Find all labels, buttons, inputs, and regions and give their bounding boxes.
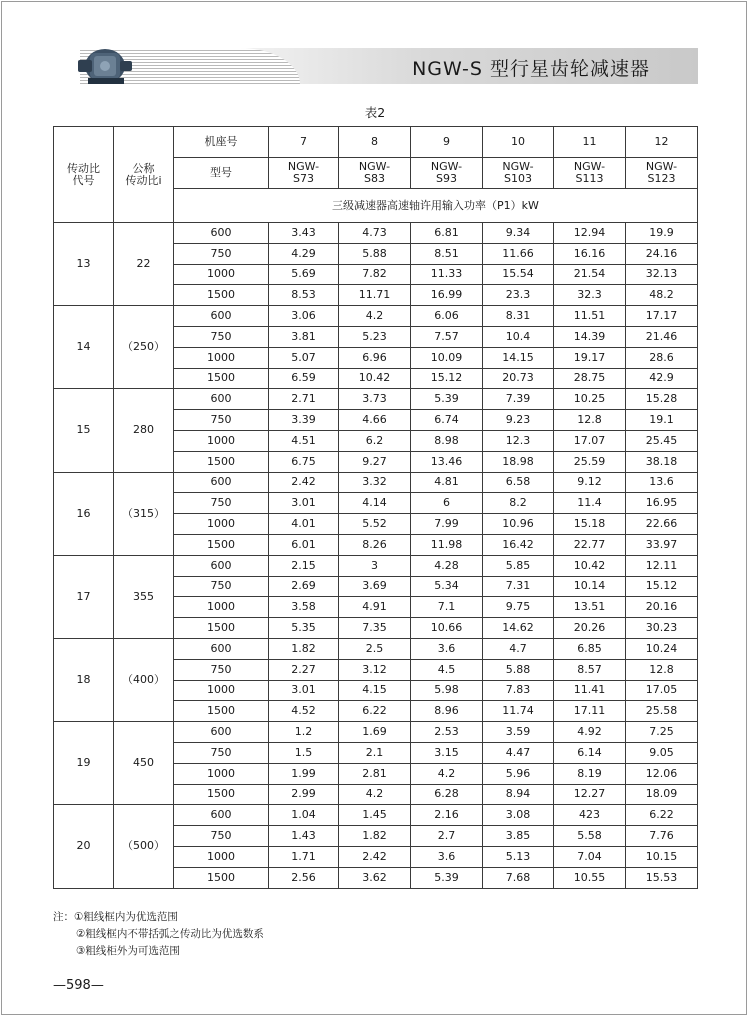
model-name: NGW- S123 (626, 158, 698, 189)
input-speed-cell: 1500 (174, 368, 269, 389)
input-speed-cell: 750 (174, 576, 269, 597)
power-value-cell: 32.13 (626, 264, 698, 285)
power-value-cell: 4.15 (339, 680, 411, 701)
power-value-cell: 6.81 (411, 223, 483, 244)
power-value-cell: 1.82 (269, 638, 339, 659)
power-value-cell: 7.39 (483, 389, 554, 410)
power-value-cell: 14.15 (483, 347, 554, 368)
power-value-cell: 3.85 (483, 826, 554, 847)
power-value-cell: 42.9 (626, 368, 698, 389)
power-value-cell: 12.8 (626, 659, 698, 680)
power-value-cell: 9.27 (339, 451, 411, 472)
model-name: NGW- S83 (339, 158, 411, 189)
power-value-cell: 2.81 (339, 763, 411, 784)
power-value-cell: 7.83 (483, 680, 554, 701)
ratio-code-cell: 19 (54, 722, 114, 805)
model-name: NGW- S103 (483, 158, 554, 189)
input-speed-cell: 1500 (174, 784, 269, 805)
power-value-cell: 423 (554, 805, 626, 826)
power-value-cell: 5.69 (269, 264, 339, 285)
power-value-cell: 13.51 (554, 597, 626, 618)
power-value-cell: 6.01 (269, 534, 339, 555)
power-value-cell: 28.6 (626, 347, 698, 368)
power-value-cell: 18.98 (483, 451, 554, 472)
input-speed-cell: 1500 (174, 285, 269, 306)
input-speed-cell: 1000 (174, 430, 269, 451)
power-value-cell: 7.1 (411, 597, 483, 618)
nominal-ratio-cell: （500） (114, 805, 174, 888)
power-value-cell: 24.16 (626, 243, 698, 264)
power-value-cell: 4.81 (411, 472, 483, 493)
power-value-cell: 4.01 (269, 514, 339, 535)
power-value-cell: 4.2 (411, 763, 483, 784)
power-value-cell: 8.31 (483, 306, 554, 327)
input-speed-cell: 1000 (174, 680, 269, 701)
power-value-cell: 5.58 (554, 826, 626, 847)
input-speed-cell: 1000 (174, 763, 269, 784)
power-value-cell: 3.58 (269, 597, 339, 618)
power-value-cell: 22.66 (626, 514, 698, 535)
power-value-cell: 7.25 (626, 722, 698, 743)
power-value-cell: 1.04 (269, 805, 339, 826)
power-value-cell: 7.35 (339, 618, 411, 639)
nominal-ratio-cell: 450 (114, 722, 174, 805)
power-value-cell: 12.06 (626, 763, 698, 784)
power-value-cell: 15.53 (626, 867, 698, 888)
power-value-cell: 12.3 (483, 430, 554, 451)
power-value-cell: 5.35 (269, 618, 339, 639)
input-speed-cell: 750 (174, 326, 269, 347)
frame-number: 12 (626, 127, 698, 158)
power-value-cell: 6 (411, 493, 483, 514)
power-value-cell: 38.18 (626, 451, 698, 472)
input-speed-cell: 600 (174, 722, 269, 743)
page-title: NGW-S 型行星齿轮减速器 (412, 58, 650, 80)
input-speed-cell: 1500 (174, 534, 269, 555)
power-value-cell: 7.76 (626, 826, 698, 847)
power-value-cell: 10.55 (554, 867, 626, 888)
power-value-cell: 25.58 (626, 701, 698, 722)
power-value-cell: 1.82 (339, 826, 411, 847)
power-value-cell: 25.59 (554, 451, 626, 472)
power-value-cell: 1.43 (269, 826, 339, 847)
ratio-code-cell: 18 (54, 638, 114, 721)
note-item: 注：①粗线框内为优选范围 (53, 911, 178, 923)
power-value-cell: 23.3 (483, 285, 554, 306)
table-row (54, 223, 698, 244)
power-value-cell: 5.52 (339, 514, 411, 535)
power-value-cell: 5.98 (411, 680, 483, 701)
power-value-cell: 12.94 (554, 223, 626, 244)
ratio-code-cell: 15 (54, 389, 114, 472)
power-value-cell: 17.17 (626, 306, 698, 327)
power-value-cell: 11.71 (339, 285, 411, 306)
power-value-cell: 8.26 (339, 534, 411, 555)
nominal-ratio-cell: （400） (114, 638, 174, 721)
power-value-cell: 6.28 (411, 784, 483, 805)
power-value-cell: 7.57 (411, 326, 483, 347)
nominal-ratio-cell: （315） (114, 472, 174, 555)
power-value-cell: 4.2 (339, 784, 411, 805)
power-value-cell: 12.8 (554, 410, 626, 431)
input-speed-cell: 750 (174, 659, 269, 680)
input-speed-cell: 600 (174, 805, 269, 826)
table-caption: 表2 (364, 105, 386, 120)
power-value-cell: 9.75 (483, 597, 554, 618)
power-value-cell: 3.15 (411, 742, 483, 763)
power-value-cell: 17.07 (554, 430, 626, 451)
power-value-cell: 6.96 (339, 347, 411, 368)
note-item: ③粗线柜外为可选范围 (76, 945, 180, 957)
power-value-cell: 3 (339, 555, 411, 576)
power-value-cell: 14.62 (483, 618, 554, 639)
power-value-cell: 6.74 (411, 410, 483, 431)
power-value-cell: 2.16 (411, 805, 483, 826)
page-number: —598— (53, 978, 104, 993)
power-value-cell: 7.31 (483, 576, 554, 597)
power-value-cell: 10.96 (483, 514, 554, 535)
power-value-cell: 8.19 (554, 763, 626, 784)
power-value-cell: 21.54 (554, 264, 626, 285)
input-speed-cell: 1500 (174, 867, 269, 888)
power-value-cell: 8.98 (411, 430, 483, 451)
input-speed-cell: 600 (174, 306, 269, 327)
power-value-cell: 2.1 (339, 742, 411, 763)
ratio-code-cell: 20 (54, 805, 114, 888)
power-value-cell: 11.41 (554, 680, 626, 701)
input-speed-cell: 750 (174, 826, 269, 847)
power-value-cell: 5.88 (339, 243, 411, 264)
input-speed-cell: 750 (174, 410, 269, 431)
power-value-cell: 4.51 (269, 430, 339, 451)
power-value-cell: 28.75 (554, 368, 626, 389)
power-value-cell: 2.99 (269, 784, 339, 805)
power-value-cell: 10.24 (626, 638, 698, 659)
frame-label: 机座号 (174, 127, 269, 158)
power-value-cell: 2.7 (411, 826, 483, 847)
power-value-cell: 10.25 (554, 389, 626, 410)
power-value-cell: 5.39 (411, 867, 483, 888)
power-rating-table (53, 126, 698, 889)
power-value-cell: 8.57 (554, 659, 626, 680)
power-value-cell: 12.27 (554, 784, 626, 805)
power-value-cell: 17.05 (626, 680, 698, 701)
power-value-cell: 7.04 (554, 846, 626, 867)
power-value-cell: 11.66 (483, 243, 554, 264)
power-value-cell: 5.34 (411, 576, 483, 597)
power-value-cell: 8.2 (483, 493, 554, 514)
power-value-cell: 1.5 (269, 742, 339, 763)
power-value-cell: 3.81 (269, 326, 339, 347)
power-value-cell: 1.2 (269, 722, 339, 743)
power-value-cell: 3.08 (483, 805, 554, 826)
power-value-cell: 15.18 (554, 514, 626, 535)
power-value-cell: 9.05 (626, 742, 698, 763)
input-speed-cell: 600 (174, 472, 269, 493)
input-speed-cell: 1500 (174, 701, 269, 722)
power-value-cell: 10.14 (554, 576, 626, 597)
power-value-cell: 2.71 (269, 389, 339, 410)
power-value-cell: 13.46 (411, 451, 483, 472)
power-value-cell: 11.4 (554, 493, 626, 514)
power-value-cell: 5.88 (483, 659, 554, 680)
power-value-cell: 6.06 (411, 306, 483, 327)
power-value-cell: 48.2 (626, 285, 698, 306)
model-name: NGW- S93 (411, 158, 483, 189)
power-value-cell: 2.42 (269, 472, 339, 493)
power-value-cell: 4.73 (339, 223, 411, 244)
table-subtitle: 三级减速器高速轴许用输入功率（P1）kW (174, 189, 698, 223)
power-value-cell: 4.47 (483, 742, 554, 763)
power-value-cell: 2.5 (339, 638, 411, 659)
model-label: 型号 (174, 158, 269, 189)
ratio-code-cell: 14 (54, 306, 114, 389)
power-value-cell: 9.34 (483, 223, 554, 244)
power-value-cell: 7.68 (483, 867, 554, 888)
power-value-cell: 3.62 (339, 867, 411, 888)
ratio-code-header: 传动比 代号 (54, 127, 114, 223)
power-value-cell: 4.92 (554, 722, 626, 743)
input-speed-cell: 750 (174, 493, 269, 514)
power-value-cell: 1.71 (269, 846, 339, 867)
power-value-cell: 5.96 (483, 763, 554, 784)
power-value-cell: 4.52 (269, 701, 339, 722)
power-value-cell: 19.17 (554, 347, 626, 368)
power-value-cell: 4.91 (339, 597, 411, 618)
power-value-cell: 9.12 (554, 472, 626, 493)
ratio-code-cell: 16 (54, 472, 114, 555)
power-value-cell: 10.09 (411, 347, 483, 368)
power-value-cell: 20.16 (626, 597, 698, 618)
power-value-cell: 6.59 (269, 368, 339, 389)
nominal-ratio-cell: （250） (114, 306, 174, 389)
power-value-cell: 3.12 (339, 659, 411, 680)
power-value-cell: 12.11 (626, 555, 698, 576)
input-speed-cell: 1500 (174, 618, 269, 639)
power-value-cell: 9.23 (483, 410, 554, 431)
power-value-cell: 3.43 (269, 223, 339, 244)
power-value-cell: 6.75 (269, 451, 339, 472)
power-value-cell: 13.6 (626, 472, 698, 493)
power-value-cell: 11.51 (554, 306, 626, 327)
power-value-cell: 3.59 (483, 722, 554, 743)
input-speed-cell: 600 (174, 389, 269, 410)
power-value-cell: 4.14 (339, 493, 411, 514)
power-value-cell: 8.94 (483, 784, 554, 805)
power-value-cell: 2.15 (269, 555, 339, 576)
table-row (54, 805, 698, 826)
power-value-cell: 25.45 (626, 430, 698, 451)
power-value-cell: 5.23 (339, 326, 411, 347)
power-value-cell: 3.01 (269, 493, 339, 514)
note-item: ②粗线框内不带括弧之传动比为优选数系 (76, 928, 264, 940)
power-value-cell: 10.15 (626, 846, 698, 867)
power-value-cell: 6.22 (626, 805, 698, 826)
power-value-cell: 10.4 (483, 326, 554, 347)
power-value-cell: 20.73 (483, 368, 554, 389)
power-value-cell: 6.58 (483, 472, 554, 493)
input-speed-cell: 600 (174, 638, 269, 659)
power-value-cell: 2.69 (269, 576, 339, 597)
table-row (54, 472, 698, 493)
power-value-cell: 11.98 (411, 534, 483, 555)
table-row (54, 555, 698, 576)
ratio-code-cell: 13 (54, 223, 114, 306)
power-value-cell: 1.45 (339, 805, 411, 826)
input-speed-cell: 1000 (174, 846, 269, 867)
power-value-cell: 20.26 (554, 618, 626, 639)
frame-number: 11 (554, 127, 626, 158)
frame-number: 7 (269, 127, 339, 158)
power-value-cell: 1.99 (269, 763, 339, 784)
input-speed-cell: 1000 (174, 597, 269, 618)
power-value-cell: 11.74 (483, 701, 554, 722)
power-value-cell: 22.77 (554, 534, 626, 555)
input-speed-cell: 1000 (174, 347, 269, 368)
frame-number: 9 (411, 127, 483, 158)
power-value-cell: 2.56 (269, 867, 339, 888)
model-name: NGW- S73 (269, 158, 339, 189)
power-value-cell: 15.12 (626, 576, 698, 597)
power-value-cell: 3.6 (411, 638, 483, 659)
frame-number: 8 (339, 127, 411, 158)
power-value-cell: 4.2 (339, 306, 411, 327)
power-value-cell: 3.39 (269, 410, 339, 431)
power-value-cell: 3.06 (269, 306, 339, 327)
power-value-cell: 4.5 (411, 659, 483, 680)
power-value-cell: 7.82 (339, 264, 411, 285)
power-value-cell: 15.12 (411, 368, 483, 389)
input-speed-cell: 750 (174, 742, 269, 763)
input-speed-cell: 1500 (174, 451, 269, 472)
power-value-cell: 6.85 (554, 638, 626, 659)
power-value-cell: 5.13 (483, 846, 554, 867)
power-value-cell: 2.53 (411, 722, 483, 743)
table-row (54, 722, 698, 743)
model-name: NGW- S113 (554, 158, 626, 189)
power-value-cell: 5.07 (269, 347, 339, 368)
input-speed-cell: 1000 (174, 264, 269, 285)
power-value-cell: 16.42 (483, 534, 554, 555)
nominal-ratio-cell: 22 (114, 223, 174, 306)
frame-number: 10 (483, 127, 554, 158)
power-value-cell: 30.23 (626, 618, 698, 639)
power-value-cell: 4.28 (411, 555, 483, 576)
power-value-cell: 2.27 (269, 659, 339, 680)
power-value-cell: 21.46 (626, 326, 698, 347)
power-value-cell: 4.7 (483, 638, 554, 659)
input-speed-cell: 1000 (174, 514, 269, 535)
power-value-cell: 10.66 (411, 618, 483, 639)
power-value-cell: 4.66 (339, 410, 411, 431)
power-value-cell: 15.28 (626, 389, 698, 410)
power-value-cell: 10.42 (339, 368, 411, 389)
power-value-cell: 8.53 (269, 285, 339, 306)
notes (53, 909, 264, 960)
power-value-cell: 3.01 (269, 680, 339, 701)
nominal-ratio-cell: 355 (114, 555, 174, 638)
header-banner (50, 44, 698, 88)
power-value-cell: 7.99 (411, 514, 483, 535)
power-value-cell: 3.73 (339, 389, 411, 410)
power-value-cell: 6.14 (554, 742, 626, 763)
power-value-cell: 8.96 (411, 701, 483, 722)
table-row (54, 389, 698, 410)
power-value-cell: 3.6 (411, 846, 483, 867)
power-value-cell: 14.39 (554, 326, 626, 347)
power-value-cell: 11.33 (411, 264, 483, 285)
nominal-ratio-cell: 280 (114, 389, 174, 472)
power-value-cell: 15.54 (483, 264, 554, 285)
ratio-code-cell: 17 (54, 555, 114, 638)
power-value-cell: 19.1 (626, 410, 698, 431)
table-row (54, 638, 698, 659)
power-value-cell: 32.3 (554, 285, 626, 306)
input-speed-cell: 600 (174, 555, 269, 576)
power-value-cell: 3.32 (339, 472, 411, 493)
power-value-cell: 18.09 (626, 784, 698, 805)
power-value-cell: 19.9 (626, 223, 698, 244)
nominal-ratio-header: 公称 传动比i (114, 127, 174, 223)
power-value-cell: 5.85 (483, 555, 554, 576)
power-value-cell: 16.95 (626, 493, 698, 514)
power-value-cell: 6.2 (339, 430, 411, 451)
power-value-cell: 4.29 (269, 243, 339, 264)
power-value-cell: 8.51 (411, 243, 483, 264)
power-value-cell: 6.22 (339, 701, 411, 722)
table-row (54, 306, 698, 327)
power-value-cell: 2.42 (339, 846, 411, 867)
input-speed-cell: 600 (174, 223, 269, 244)
power-value-cell: 5.39 (411, 389, 483, 410)
power-value-cell: 3.69 (339, 576, 411, 597)
power-value-cell: 17.11 (554, 701, 626, 722)
power-value-cell: 33.97 (626, 534, 698, 555)
gear-reducer-icon (50, 44, 140, 88)
power-value-cell: 16.16 (554, 243, 626, 264)
power-value-cell: 16.99 (411, 285, 483, 306)
input-speed-cell: 750 (174, 243, 269, 264)
power-value-cell: 1.69 (339, 722, 411, 743)
power-value-cell: 10.42 (554, 555, 626, 576)
